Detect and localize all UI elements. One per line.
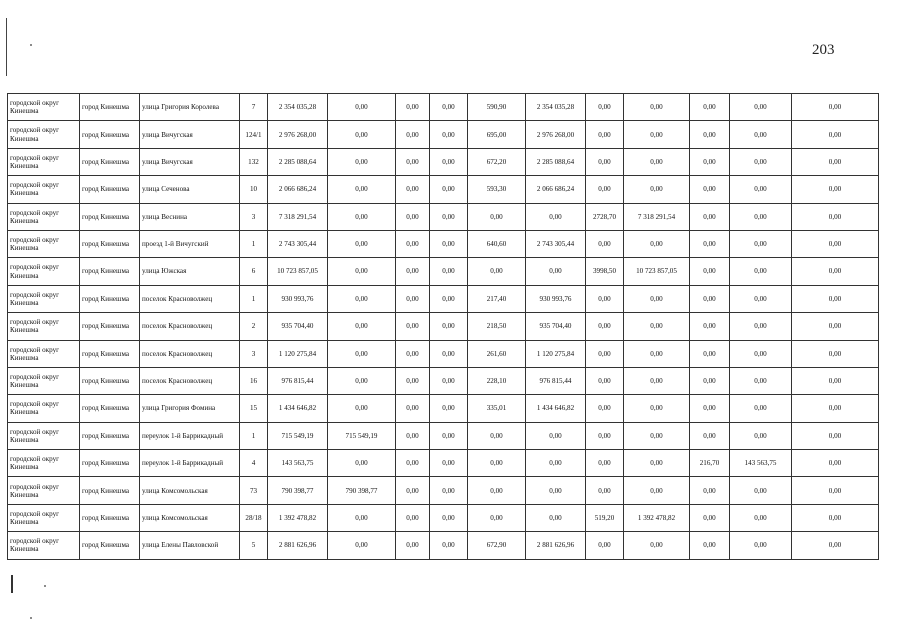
house-number-cell: 16: [240, 367, 268, 394]
value-cell: 0,00: [328, 148, 396, 175]
value-cell: 0,00: [396, 477, 430, 504]
city-cell: город Кинешма: [80, 94, 140, 121]
city-cell: город Кинешма: [80, 450, 140, 477]
total-cost-cell: 2 976 268,00: [268, 121, 328, 148]
house-number-cell: 10: [240, 176, 268, 203]
street-cell: улица Комсомольская: [140, 477, 240, 504]
value-cell: 2 285 088,64: [526, 148, 586, 175]
value-cell: 0,00: [624, 450, 690, 477]
value-cell: 0,00: [730, 395, 792, 422]
table-row: [8, 258, 879, 285]
value-cell: 0,00: [430, 121, 468, 148]
table-row: [8, 422, 879, 449]
value-cell: 0,00: [624, 532, 690, 559]
housing-register-table: [7, 93, 879, 560]
table-row: [8, 450, 879, 477]
value-cell: 0,00: [792, 367, 879, 394]
scan-margin-line: [6, 18, 7, 76]
value-cell: 0,00: [396, 121, 430, 148]
value-cell: 0,00: [328, 504, 396, 531]
value-cell: 216,70: [690, 450, 730, 477]
value-cell: 0,00: [586, 94, 624, 121]
value-cell: 0,00: [624, 176, 690, 203]
value-cell: 672,20: [468, 148, 526, 175]
value-cell: 0,00: [396, 203, 430, 230]
value-cell: 0,00: [690, 395, 730, 422]
value-cell: 0,00: [730, 367, 792, 394]
value-cell: 0,00: [690, 340, 730, 367]
value-cell: 0,00: [586, 450, 624, 477]
street-cell: улица Веснина: [140, 203, 240, 230]
value-cell: 0,00: [624, 285, 690, 312]
value-cell: 0,00: [792, 203, 879, 230]
value-cell: 0,00: [396, 94, 430, 121]
value-cell: 2728,70: [586, 203, 624, 230]
value-cell: 0,00: [690, 230, 730, 257]
value-cell: 0,00: [430, 258, 468, 285]
value-cell: 0,00: [328, 367, 396, 394]
value-cell: 0,00: [586, 367, 624, 394]
value-cell: 0,00: [586, 176, 624, 203]
value-cell: 1 434 646,82: [526, 395, 586, 422]
value-cell: 2 881 626,96: [526, 532, 586, 559]
city-cell: город Кинешма: [80, 477, 140, 504]
value-cell: 0,00: [328, 340, 396, 367]
value-cell: 0,00: [730, 94, 792, 121]
value-cell: 0,00: [328, 121, 396, 148]
owner-cell: городской округ Кинешма: [8, 176, 80, 203]
value-cell: 0,00: [730, 532, 792, 559]
table-row: [8, 395, 879, 422]
value-cell: 0,00: [586, 313, 624, 340]
total-cost-cell: 1 392 478,82: [268, 504, 328, 531]
value-cell: 0,00: [690, 477, 730, 504]
street-cell: улица Григория Королева: [140, 94, 240, 121]
owner-cell: городской округ Кинешма: [8, 94, 80, 121]
owner-cell: городской округ Кинешма: [8, 121, 80, 148]
value-cell: 0,00: [468, 504, 526, 531]
value-cell: 0,00: [328, 285, 396, 312]
table-row: [8, 121, 879, 148]
value-cell: 0,00: [730, 285, 792, 312]
table-row: [8, 148, 879, 175]
value-cell: 218,50: [468, 313, 526, 340]
city-cell: город Кинешма: [80, 258, 140, 285]
value-cell: 672,90: [468, 532, 526, 559]
owner-cell: городской округ Кинешма: [8, 313, 80, 340]
total-cost-cell: 143 563,75: [268, 450, 328, 477]
street-cell: улица Южская: [140, 258, 240, 285]
value-cell: 0,00: [468, 258, 526, 285]
value-cell: 0,00: [624, 313, 690, 340]
house-number-cell: 2: [240, 313, 268, 340]
value-cell: 0,00: [690, 285, 730, 312]
value-cell: 0,00: [792, 121, 879, 148]
street-cell: поселок Красноволжец: [140, 340, 240, 367]
value-cell: 0,00: [430, 532, 468, 559]
house-number-cell: 6: [240, 258, 268, 285]
value-cell: 0,00: [792, 148, 879, 175]
total-cost-cell: 790 398,77: [268, 477, 328, 504]
value-cell: 0,00: [792, 313, 879, 340]
value-cell: 228,10: [468, 367, 526, 394]
value-cell: 0,00: [328, 395, 396, 422]
value-cell: 0,00: [328, 313, 396, 340]
value-cell: 0,00: [792, 285, 879, 312]
value-cell: 640,60: [468, 230, 526, 257]
value-cell: 0,00: [396, 230, 430, 257]
value-cell: 0,00: [328, 176, 396, 203]
value-cell: 0,00: [586, 395, 624, 422]
value-cell: 0,00: [586, 230, 624, 257]
value-cell: 0,00: [396, 313, 430, 340]
value-cell: 0,00: [468, 477, 526, 504]
total-cost-cell: 2 354 035,28: [268, 94, 328, 121]
value-cell: 0,00: [624, 340, 690, 367]
value-cell: 695,00: [468, 121, 526, 148]
value-cell: 0,00: [396, 532, 430, 559]
city-cell: город Кинешма: [80, 532, 140, 559]
value-cell: 0,00: [526, 422, 586, 449]
total-cost-cell: 2 066 686,24: [268, 176, 328, 203]
table-row: [8, 340, 879, 367]
value-cell: 0,00: [328, 94, 396, 121]
street-cell: поселок Красноволжец: [140, 285, 240, 312]
value-cell: 0,00: [430, 477, 468, 504]
city-cell: город Кинешма: [80, 504, 140, 531]
table-row: [8, 477, 879, 504]
total-cost-cell: 930 993,76: [268, 285, 328, 312]
value-cell: 0,00: [730, 258, 792, 285]
value-cell: 0,00: [396, 258, 430, 285]
value-cell: 0,00: [730, 340, 792, 367]
page-number: 203: [812, 42, 835, 58]
table-body: [8, 94, 879, 560]
street-cell: улица Григория Фомина: [140, 395, 240, 422]
value-cell: 261,60: [468, 340, 526, 367]
house-number-cell: 124/1: [240, 121, 268, 148]
value-cell: 0,00: [430, 367, 468, 394]
value-cell: 0,00: [328, 532, 396, 559]
owner-cell: городской округ Кинешма: [8, 230, 80, 257]
table-row: [8, 313, 879, 340]
value-cell: 0,00: [730, 422, 792, 449]
value-cell: 790 398,77: [328, 477, 396, 504]
value-cell: 0,00: [730, 504, 792, 531]
value-cell: 0,00: [690, 367, 730, 394]
value-cell: 0,00: [586, 477, 624, 504]
value-cell: 590,90: [468, 94, 526, 121]
value-cell: 0,00: [586, 285, 624, 312]
value-cell: 0,00: [624, 230, 690, 257]
city-cell: город Кинешма: [80, 176, 140, 203]
value-cell: 1 120 275,84: [526, 340, 586, 367]
owner-cell: городской округ Кинешма: [8, 504, 80, 531]
value-cell: 0,00: [624, 367, 690, 394]
value-cell: 0,00: [586, 121, 624, 148]
total-cost-cell: 2 743 305,44: [268, 230, 328, 257]
value-cell: 0,00: [624, 121, 690, 148]
value-cell: 0,00: [430, 230, 468, 257]
house-number-cell: 73: [240, 477, 268, 504]
total-cost-cell: 10 723 857,05: [268, 258, 328, 285]
street-cell: переулок 1-й Баррикадный: [140, 450, 240, 477]
owner-cell: городской округ Кинешма: [8, 532, 80, 559]
value-cell: 0,00: [430, 285, 468, 312]
value-cell: 0,00: [396, 367, 430, 394]
value-cell: 0,00: [430, 176, 468, 203]
value-cell: 0,00: [430, 148, 468, 175]
value-cell: 0,00: [526, 477, 586, 504]
scan-dot: [44, 585, 46, 587]
value-cell: 0,00: [526, 203, 586, 230]
value-cell: 0,00: [730, 313, 792, 340]
value-cell: 143 563,75: [730, 450, 792, 477]
value-cell: 217,40: [468, 285, 526, 312]
value-cell: 0,00: [792, 422, 879, 449]
street-cell: проезд 1-й Вичугский: [140, 230, 240, 257]
value-cell: 0,00: [792, 340, 879, 367]
value-cell: 0,00: [430, 313, 468, 340]
table-row: [8, 367, 879, 394]
house-number-cell: 28/18: [240, 504, 268, 531]
table-row: [8, 504, 879, 531]
value-cell: 0,00: [430, 340, 468, 367]
city-cell: город Кинешма: [80, 148, 140, 175]
scan-mark: [11, 575, 13, 593]
value-cell: 0,00: [430, 450, 468, 477]
city-cell: город Кинешма: [80, 121, 140, 148]
value-cell: 0,00: [396, 422, 430, 449]
street-cell: улица Елены Павловской: [140, 532, 240, 559]
city-cell: город Кинешма: [80, 313, 140, 340]
value-cell: 0,00: [792, 395, 879, 422]
total-cost-cell: 976 815,44: [268, 367, 328, 394]
value-cell: 335,01: [468, 395, 526, 422]
value-cell: 10 723 857,05: [624, 258, 690, 285]
value-cell: 0,00: [730, 477, 792, 504]
value-cell: 0,00: [586, 148, 624, 175]
value-cell: 0,00: [690, 94, 730, 121]
city-cell: город Кинешма: [80, 395, 140, 422]
owner-cell: городской округ Кинешма: [8, 422, 80, 449]
total-cost-cell: 2 881 626,96: [268, 532, 328, 559]
total-cost-cell: 715 549,19: [268, 422, 328, 449]
value-cell: 935 704,40: [526, 313, 586, 340]
owner-cell: городской округ Кинешма: [8, 285, 80, 312]
value-cell: 0,00: [396, 176, 430, 203]
scan-dot: [30, 617, 32, 619]
table-row: [8, 203, 879, 230]
house-number-cell: 3: [240, 340, 268, 367]
value-cell: 0,00: [690, 176, 730, 203]
total-cost-cell: 7 318 291,54: [268, 203, 328, 230]
street-cell: улица Комсомольская: [140, 504, 240, 531]
value-cell: 519,20: [586, 504, 624, 531]
table-row: [8, 285, 879, 312]
value-cell: 0,00: [328, 258, 396, 285]
house-number-cell: 1: [240, 285, 268, 312]
value-cell: 0,00: [730, 148, 792, 175]
house-number-cell: 132: [240, 148, 268, 175]
house-number-cell: 5: [240, 532, 268, 559]
value-cell: 0,00: [624, 395, 690, 422]
total-cost-cell: 2 285 088,64: [268, 148, 328, 175]
value-cell: 0,00: [586, 422, 624, 449]
total-cost-cell: 1 120 275,84: [268, 340, 328, 367]
value-cell: 0,00: [396, 148, 430, 175]
city-cell: город Кинешма: [80, 230, 140, 257]
value-cell: 2 066 686,24: [526, 176, 586, 203]
scan-dot: [30, 44, 32, 46]
total-cost-cell: 935 704,40: [268, 313, 328, 340]
city-cell: город Кинешма: [80, 367, 140, 394]
value-cell: 0,00: [468, 450, 526, 477]
value-cell: 0,00: [624, 422, 690, 449]
city-cell: город Кинешма: [80, 422, 140, 449]
value-cell: 0,00: [792, 176, 879, 203]
value-cell: 0,00: [328, 203, 396, 230]
value-cell: 0,00: [792, 477, 879, 504]
value-cell: 0,00: [430, 203, 468, 230]
house-number-cell: 7: [240, 94, 268, 121]
value-cell: 0,00: [586, 340, 624, 367]
value-cell: 0,00: [430, 504, 468, 531]
value-cell: 0,00: [430, 94, 468, 121]
value-cell: 0,00: [690, 148, 730, 175]
street-cell: поселок Красноволжец: [140, 367, 240, 394]
city-cell: город Кинешма: [80, 285, 140, 312]
value-cell: 930 993,76: [526, 285, 586, 312]
house-number-cell: 4: [240, 450, 268, 477]
value-cell: 0,00: [690, 532, 730, 559]
value-cell: 0,00: [690, 121, 730, 148]
table-row: [8, 176, 879, 203]
house-number-cell: 1: [240, 230, 268, 257]
value-cell: 3998,50: [586, 258, 624, 285]
street-cell: переулок 1-й Баррикадный: [140, 422, 240, 449]
city-cell: город Кинешма: [80, 203, 140, 230]
value-cell: 7 318 291,54: [624, 203, 690, 230]
value-cell: 0,00: [526, 450, 586, 477]
table-row: [8, 94, 879, 121]
value-cell: 593,30: [468, 176, 526, 203]
value-cell: 0,00: [690, 258, 730, 285]
value-cell: 0,00: [526, 504, 586, 531]
value-cell: 0,00: [690, 504, 730, 531]
table-row: [8, 230, 879, 257]
owner-cell: городской округ Кинешма: [8, 340, 80, 367]
value-cell: 0,00: [730, 176, 792, 203]
value-cell: 0,00: [690, 422, 730, 449]
value-cell: 0,00: [730, 203, 792, 230]
value-cell: 0,00: [586, 532, 624, 559]
value-cell: 0,00: [792, 532, 879, 559]
owner-cell: городской округ Кинешма: [8, 395, 80, 422]
total-cost-cell: 1 434 646,82: [268, 395, 328, 422]
value-cell: 0,00: [396, 340, 430, 367]
value-cell: 0,00: [730, 121, 792, 148]
value-cell: 2 354 035,28: [526, 94, 586, 121]
value-cell: 0,00: [624, 477, 690, 504]
value-cell: 0,00: [690, 313, 730, 340]
value-cell: 715 549,19: [328, 422, 396, 449]
owner-cell: городской округ Кинешма: [8, 203, 80, 230]
value-cell: 0,00: [730, 230, 792, 257]
city-cell: город Кинешма: [80, 340, 140, 367]
value-cell: 0,00: [430, 422, 468, 449]
value-cell: 0,00: [328, 450, 396, 477]
value-cell: 0,00: [792, 450, 879, 477]
value-cell: 0,00: [328, 230, 396, 257]
street-cell: поселок Красноволжец: [140, 313, 240, 340]
value-cell: 976 815,44: [526, 367, 586, 394]
value-cell: 0,00: [396, 395, 430, 422]
street-cell: улица Вичугская: [140, 121, 240, 148]
house-number-cell: 3: [240, 203, 268, 230]
value-cell: 0,00: [468, 203, 526, 230]
owner-cell: городской округ Кинешма: [8, 148, 80, 175]
value-cell: 2 976 268,00: [526, 121, 586, 148]
value-cell: 0,00: [526, 258, 586, 285]
street-cell: улица Вичугская: [140, 148, 240, 175]
value-cell: 0,00: [690, 203, 730, 230]
value-cell: 0,00: [468, 422, 526, 449]
value-cell: 0,00: [792, 258, 879, 285]
value-cell: 0,00: [624, 94, 690, 121]
owner-cell: городской округ Кинешма: [8, 477, 80, 504]
owner-cell: городской округ Кинешма: [8, 258, 80, 285]
house-number-cell: 15: [240, 395, 268, 422]
value-cell: 0,00: [792, 94, 879, 121]
owner-cell: городской округ Кинешма: [8, 450, 80, 477]
house-number-cell: 1: [240, 422, 268, 449]
table-row: [8, 532, 879, 559]
value-cell: 2 743 305,44: [526, 230, 586, 257]
value-cell: 0,00: [396, 504, 430, 531]
value-cell: 1 392 478,82: [624, 504, 690, 531]
value-cell: 0,00: [792, 230, 879, 257]
value-cell: 0,00: [396, 450, 430, 477]
street-cell: улица Сеченова: [140, 176, 240, 203]
value-cell: 0,00: [624, 148, 690, 175]
value-cell: 0,00: [396, 285, 430, 312]
owner-cell: городской округ Кинешма: [8, 367, 80, 394]
value-cell: 0,00: [792, 504, 879, 531]
value-cell: 0,00: [430, 395, 468, 422]
